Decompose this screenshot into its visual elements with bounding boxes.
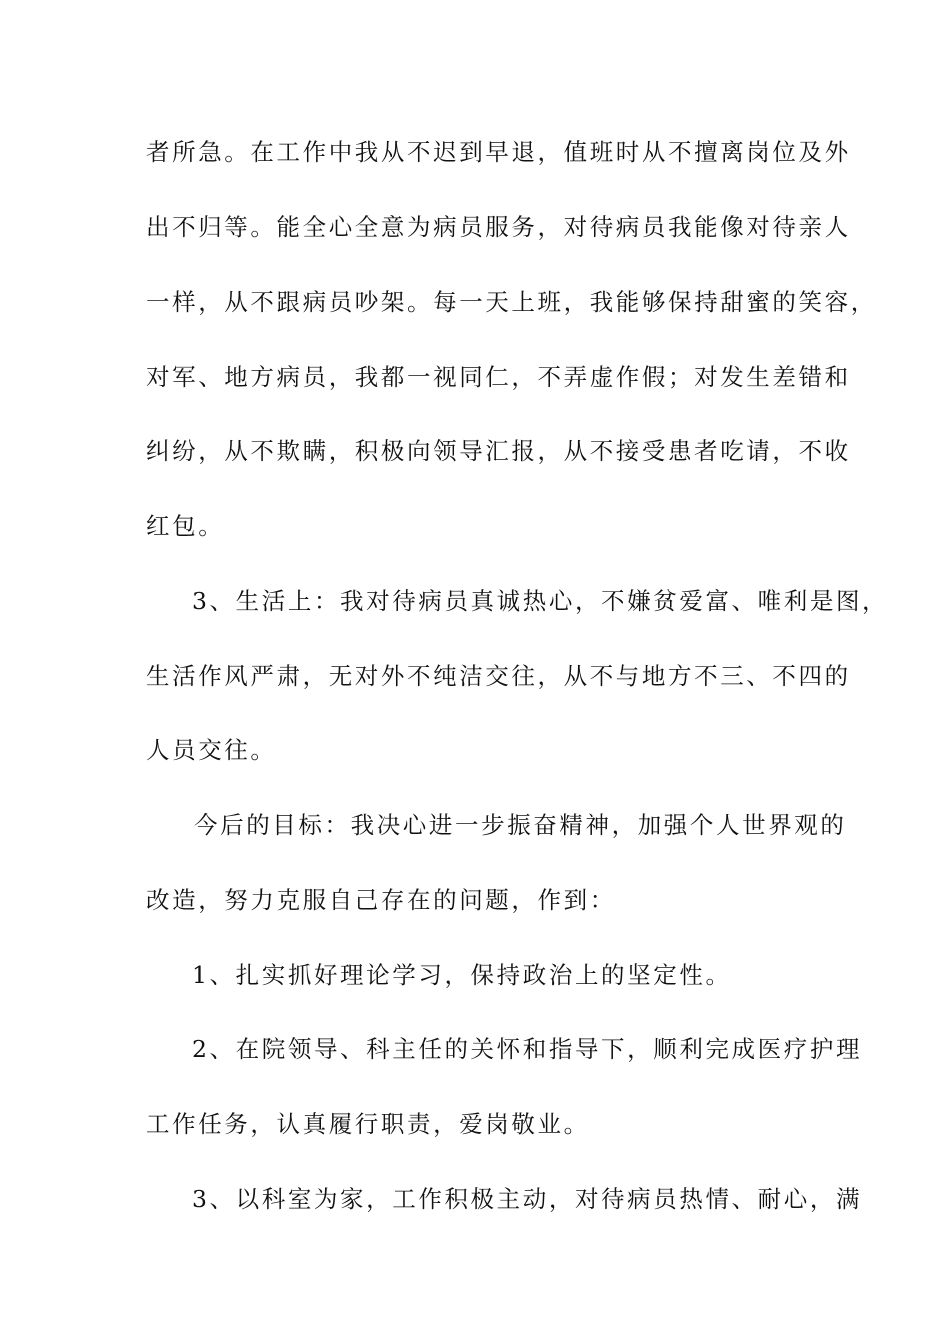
text-line: 红包。 <box>146 512 225 540</box>
text-line: 今后的目标：我决心进一步振奋精神，加强个人世界观的 <box>194 811 847 839</box>
text-line: 1、扎实抓好理论学习，保持政治上的坚定性。 <box>192 961 732 989</box>
text-line: 纠纷，从不欺瞒，积极向领导汇报，从不接受患者吃请，不收 <box>146 437 851 465</box>
text-line: 生活作风严肃，无对外不纯洁交往，从不与地方不三、不四的 <box>146 662 851 690</box>
text-line: 一样，从不跟病员吵架。每一天上班，我能够保持甜蜜的笑容， <box>146 288 877 316</box>
text-line: 2、在院领导、科主任的关怀和指导下，顺利完成医疗护理 <box>192 1035 863 1063</box>
text-line: 工作任务，认真履行职责，爱岗敬业。 <box>146 1110 590 1138</box>
text-line: 对军、地方病员，我都一视同仁，不弄虚作假；对发生差错和 <box>146 363 851 391</box>
text-line: 3、以科室为家，工作积极主动，对待病员热情、耐心，满 <box>192 1185 863 1213</box>
text-line: 3、生活上：我对待病员真诚热心，不嫌贫爱富、唯利是图， <box>192 587 889 615</box>
text-line: 人员交往。 <box>146 736 277 764</box>
text-line: 出不归等。能全心全意为病员服务，对待病员我能像对待亲人 <box>146 213 851 241</box>
text-line: 者所急。在工作中我从不迟到早退，值班时从不擅离岗位及外 <box>146 138 851 166</box>
text-line: 改造，努力克服自己存在的问题，作到： <box>146 886 616 914</box>
